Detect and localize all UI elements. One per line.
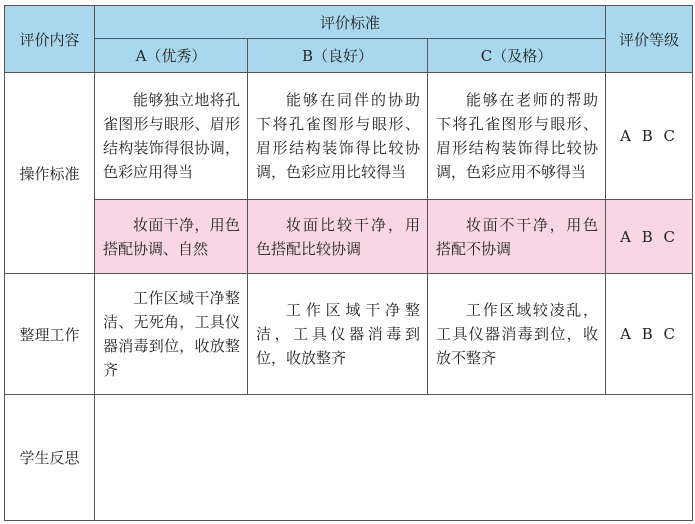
operation-grade-1: A B C (606, 73, 693, 200)
operation-a-1: 能够独立地将孔雀图形与眼形、眉形结构装饰得很协调，色彩应用得当 (95, 73, 248, 200)
header-standard: 评价标准 (95, 6, 606, 39)
operation-label: 操作标准 (5, 73, 95, 274)
reflection-row (5, 395, 693, 521)
tidy-a: 工作区域干净整洁、无死角，工具仪器消毒到位，收放整齐 (95, 274, 248, 395)
operation-row-1 (5, 73, 693, 200)
reflection-label: 学生反思 (5, 395, 95, 521)
tidy-b: 工作区域干净整洁，工具仪器消毒到位，收放整齐 (248, 274, 428, 395)
header-content: 评价内容 (5, 6, 95, 73)
tidy-c: 工作区域较凌乱，工具仪器消毒到位，收放不整齐 (428, 274, 606, 395)
operation-grade-2: A B C (606, 200, 693, 274)
header-grade: 评价等级 (606, 6, 693, 73)
header-level-a: A（优秀） (95, 39, 248, 73)
header-row-2 (5, 39, 693, 73)
operation-b-1: 能够在同伴的协助下将孔雀图形与眼形、眉形结构装饰得比较协调，色彩应用比较得当 (248, 73, 428, 200)
operation-row-2 (5, 200, 693, 274)
header-level-b: B（良好） (248, 39, 428, 73)
operation-c-2: 妆面不干净，用色搭配不协调 (428, 200, 606, 274)
evaluation-table (4, 5, 693, 521)
header-level-c: C（及格） (428, 39, 606, 73)
operation-c-1: 能够在老师的帮助下将孔雀图形与眼形、眉形结构装饰得比较协调，色彩应用不够得当 (428, 73, 606, 200)
operation-b-2: 妆面比较干净，用色搭配比较协调 (248, 200, 428, 274)
reflection-content (95, 395, 693, 521)
tidy-row (5, 274, 693, 395)
tidy-label: 整理工作 (5, 274, 95, 395)
operation-a-2: 妆面干净，用色搭配协调、自然 (95, 200, 248, 274)
header-row-1 (5, 6, 693, 39)
tidy-grade: A B C (606, 274, 693, 395)
